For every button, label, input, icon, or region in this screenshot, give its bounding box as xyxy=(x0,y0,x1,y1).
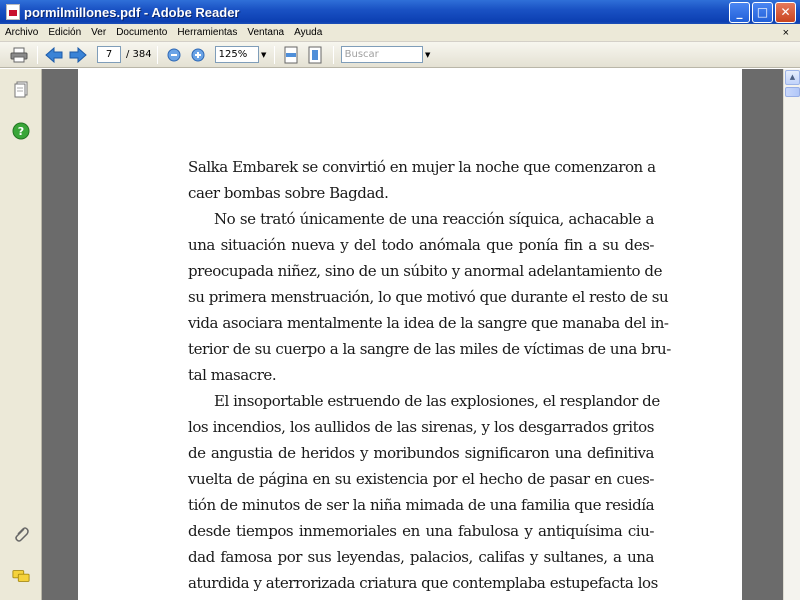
text-line: El insoportable estruendo de las explosiones, el resplandor de xyxy=(214,392,660,410)
scroll-up-arrow-icon[interactable]: ▲ xyxy=(785,70,800,85)
fit-width-icon[interactable] xyxy=(280,45,302,65)
next-page-icon[interactable] xyxy=(67,45,89,65)
text-line: preocupada niñez, sino de un súbito y anormal adelantamiento de xyxy=(188,262,662,280)
printer-icon[interactable] xyxy=(8,45,30,65)
text-line: tal masacre. xyxy=(188,366,277,384)
text-line: una situación nueva y del todo anómala que ponía fin a su des- xyxy=(188,236,654,254)
fit-page-icon[interactable] xyxy=(304,45,326,65)
zoom-level-input[interactable]: 125% xyxy=(215,46,259,63)
svg-text:?: ? xyxy=(17,125,25,138)
total-pages-label: / 384 xyxy=(126,49,152,60)
minimize-button[interactable]: _ xyxy=(729,2,750,23)
text-line: de angustia de heridos y moribundos significaron una definitiva xyxy=(188,444,654,462)
page-text xyxy=(188,154,671,596)
menu-bar xyxy=(0,24,800,42)
pdf-page xyxy=(78,69,742,600)
window-title: pormilmillones.pdf - Adobe Reader xyxy=(24,4,240,20)
text-line: tión de minutos de ser la niña mimada de una familia que residía xyxy=(188,496,655,514)
current-page-input[interactable]: 7 xyxy=(97,46,121,63)
toolbar-separator xyxy=(274,46,275,64)
title-bar xyxy=(0,0,800,24)
previous-page-icon[interactable] xyxy=(43,45,65,65)
menu-ayuda[interactable]: Ayuda xyxy=(294,27,323,38)
text-line: los incendios, los aullidos de las sirenas, y los desgarrados gritos xyxy=(188,418,654,436)
text-line: terior de su cuerpo a la sangre de las miles de víctimas de una bru- xyxy=(188,340,671,358)
search-input[interactable]: Buscar xyxy=(341,46,423,63)
navigation-pane xyxy=(0,69,42,600)
text-line: vuelta de página en su existencia por el hecho de pasar en cues- xyxy=(188,470,654,488)
text-line: vida asociara mentalmente la idea de la sangre que manaba del in- xyxy=(188,314,669,332)
maximize-button[interactable]: □ xyxy=(752,2,773,23)
search-dropdown-arrow-icon[interactable]: ▼ xyxy=(424,50,431,59)
close-document-button[interactable]: × xyxy=(782,26,789,39)
text-line: Salka Embarek se convirtió en mujer la noche que comenzaron a xyxy=(188,158,656,176)
vertical-scrollbar[interactable] xyxy=(783,69,800,600)
attachments-icon[interactable] xyxy=(12,525,30,543)
text-line: caer bombas sobre Bagdad. xyxy=(188,184,389,202)
pages-icon[interactable] xyxy=(12,81,30,99)
help-icon[interactable] xyxy=(12,122,30,140)
menu-ventana[interactable]: Ventana xyxy=(247,27,285,38)
menu-herramientas[interactable]: Herramientas xyxy=(177,27,238,38)
text-line: No se trató únicamente de una reacción síquica, achacable a xyxy=(214,210,654,228)
scroll-thumb[interactable] xyxy=(785,87,800,97)
menu-documento[interactable]: Documento xyxy=(116,27,168,38)
pdf-file-icon xyxy=(6,4,20,20)
menu-edicion[interactable]: Edición xyxy=(48,27,82,38)
close-button[interactable]: ✕ xyxy=(775,2,796,23)
text-line: dad famosa por sus leyendas, palacios, califas y sultanes, a una xyxy=(188,548,654,566)
zoom-in-icon[interactable] xyxy=(187,45,209,65)
text-line: aturdida y aterrorizada criatura que contemplaba estupefacta los xyxy=(188,574,658,592)
menu-ver[interactable]: Ver xyxy=(91,27,107,38)
toolbar-separator xyxy=(157,46,158,64)
zoom-out-icon[interactable] xyxy=(163,45,185,65)
document-viewport[interactable] xyxy=(42,69,783,600)
comments-icon[interactable] xyxy=(12,567,30,585)
text-line: desde tiempos inmemoriales en una fabulosa y antiquísima ciu- xyxy=(188,522,654,540)
menu-archivo[interactable]: Archivo xyxy=(5,27,39,38)
toolbar-separator xyxy=(37,46,38,64)
text-line: su primera menstruación, lo que motivó que durante el resto de su xyxy=(188,288,669,306)
zoom-dropdown-arrow-icon[interactable]: ▼ xyxy=(260,50,267,59)
toolbar xyxy=(0,42,800,68)
toolbar-separator xyxy=(333,46,334,64)
